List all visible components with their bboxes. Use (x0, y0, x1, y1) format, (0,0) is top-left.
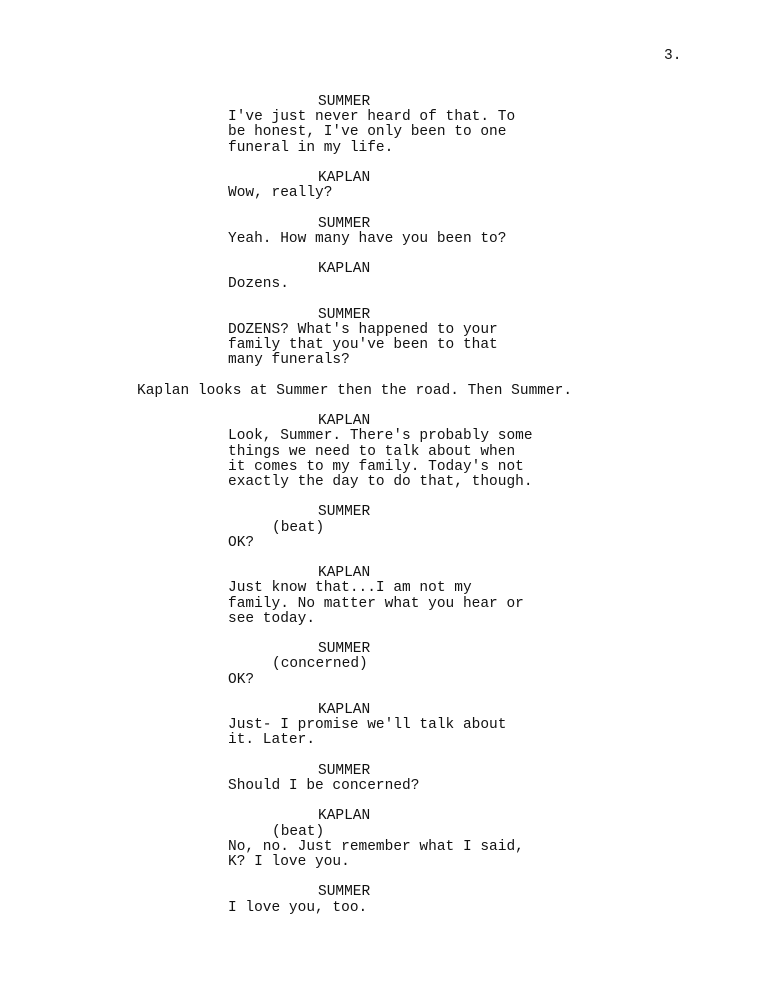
character-cue: SUMMER (318, 94, 371, 110)
dialogue-line: OK? (228, 534, 255, 551)
dialogue-line: be honest, I've only been to one (228, 124, 507, 141)
dialogue-line: Just know that...I am not my (228, 580, 472, 597)
dialogue-line: Dozens. (228, 276, 289, 293)
parenthetical: (beat) (272, 519, 325, 536)
dialogue-line: funeral in my life. (228, 139, 394, 156)
character-cue: KAPLAN (318, 261, 371, 278)
dialogue-line: Look, Summer. There's probably some (228, 428, 533, 445)
dialogue-line: Yeah. How many have you been to? (228, 230, 507, 247)
character-cue: SUMMER (318, 215, 371, 232)
dialogue-line: I love you, too. (228, 899, 368, 916)
character-cue: KAPLAN (318, 702, 371, 718)
dialogue-line: Wow, really? (228, 185, 333, 202)
dialogue-line: K? I love you. (228, 854, 350, 870)
page-number: 3. (664, 48, 682, 64)
dialogue-line: DOZENS? What's happened to your (228, 322, 498, 338)
parenthetical: (beat) (272, 823, 325, 840)
dialogue-line: it. Later. (228, 732, 316, 749)
dialogue-line: family. No matter what you hear or (228, 595, 524, 612)
dialogue-line: exactly the day to do that, though. (228, 474, 533, 490)
parenthetical: (concerned) (272, 656, 368, 673)
action-line: Kaplan looks at Summer then the road. Then Summer. (137, 382, 573, 399)
dialogue-line: I've just never heard of that. To (228, 109, 516, 126)
dialogue-line: No, no. Just remember what I said, (228, 838, 524, 855)
character-cue: SUMMER (318, 504, 371, 521)
character-cue: KAPLAN (318, 170, 371, 186)
dialogue-line: family that you've been to that (228, 337, 498, 354)
dialogue-line: Should I be concerned? (228, 778, 420, 794)
dialogue-line: see today. (228, 610, 316, 627)
dialogue-line: many funerals? (228, 352, 350, 369)
character-cue: SUMMER (318, 641, 371, 658)
dialogue-line: it comes to my family. Today's not (228, 458, 524, 475)
dialogue-line: OK? (228, 671, 255, 688)
character-cue: KAPLAN (318, 565, 371, 582)
character-cue: KAPLAN (318, 808, 371, 825)
dialogue-line: things we need to talk about when (228, 443, 516, 460)
character-cue: SUMMER (318, 884, 371, 901)
character-cue: SUMMER (318, 306, 371, 323)
character-cue: KAPLAN (318, 413, 371, 430)
character-cue: SUMMER (318, 762, 371, 779)
dialogue-line: Just- I promise we'll talk about (228, 717, 507, 734)
